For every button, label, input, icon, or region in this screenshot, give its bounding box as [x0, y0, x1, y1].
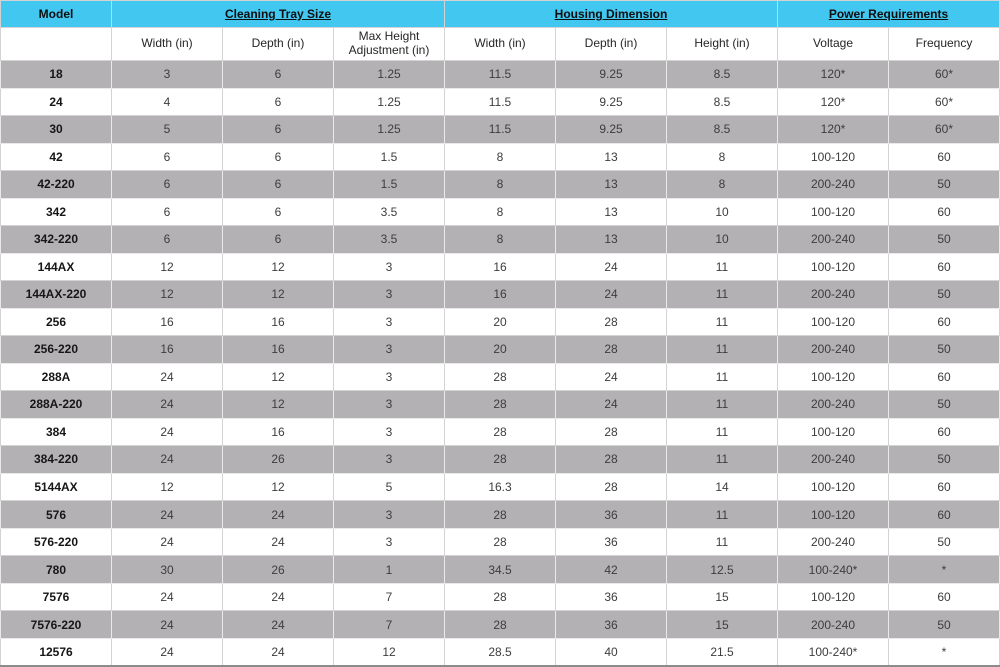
data-cell: 12.5	[667, 556, 778, 584]
data-cell: 100-120	[778, 143, 889, 171]
spec-table-body	[1, 61, 1000, 667]
data-cell: 15	[667, 611, 778, 639]
data-cell: 6	[223, 226, 334, 254]
data-cell: 16	[223, 418, 334, 446]
data-cell: 21.5	[667, 638, 778, 666]
data-cell: 40	[556, 638, 667, 666]
model-cell: 576-220	[1, 528, 112, 556]
data-cell: 13	[556, 198, 667, 226]
table-row	[1, 308, 1000, 336]
data-cell: 12	[223, 391, 334, 419]
data-cell: 60	[889, 583, 1000, 611]
data-cell: 24	[556, 281, 667, 309]
table-row	[1, 116, 1000, 144]
data-cell: 34.5	[445, 556, 556, 584]
model-cell: 256	[1, 308, 112, 336]
data-cell: 24	[556, 391, 667, 419]
data-cell: 3	[334, 253, 445, 281]
model-cell: 7576-220	[1, 611, 112, 639]
group-header-housing-dimension	[445, 1, 778, 28]
data-cell: *	[889, 556, 1000, 584]
data-cell: 11	[667, 528, 778, 556]
data-cell: 24	[223, 528, 334, 556]
group-header-power-requirements-label: Power Requirements	[828, 7, 949, 21]
data-cell: 1.5	[334, 171, 445, 199]
model-cell: 342-220	[1, 226, 112, 254]
data-cell: 3	[334, 391, 445, 419]
data-cell: 26	[223, 556, 334, 584]
table-row	[1, 61, 1000, 89]
data-cell: 6	[223, 143, 334, 171]
data-cell: 28	[445, 391, 556, 419]
data-cell: 24	[112, 611, 223, 639]
data-cell: 3.5	[334, 198, 445, 226]
data-cell: 1.25	[334, 116, 445, 144]
table-row	[1, 171, 1000, 199]
model-column-header: Model	[1, 1, 112, 28]
data-cell: 3.5	[334, 226, 445, 254]
data-cell: 9.25	[556, 61, 667, 89]
data-cell: 14	[667, 473, 778, 501]
model-cell: 30	[1, 116, 112, 144]
data-cell: *	[889, 638, 1000, 666]
data-cell: 120*	[778, 88, 889, 116]
data-cell: 15	[667, 583, 778, 611]
data-cell: 200-240	[778, 171, 889, 199]
data-cell: 12	[223, 473, 334, 501]
data-cell: 28	[445, 446, 556, 474]
subheader-housing-width: Width (in)	[445, 28, 556, 61]
data-cell: 28	[556, 336, 667, 364]
data-cell: 24	[556, 363, 667, 391]
data-cell: 60	[889, 418, 1000, 446]
empty-header-cell	[1, 28, 112, 61]
table-row	[1, 363, 1000, 391]
data-cell: 100-120	[778, 253, 889, 281]
data-cell: 100-240*	[778, 556, 889, 584]
table-row	[1, 556, 1000, 584]
data-cell: 120*	[778, 116, 889, 144]
data-cell: 100-120	[778, 308, 889, 336]
data-cell: 24	[112, 363, 223, 391]
data-cell: 24	[223, 501, 334, 529]
data-cell: 11.5	[445, 61, 556, 89]
data-cell: 13	[556, 226, 667, 254]
data-cell: 200-240	[778, 611, 889, 639]
group-header-cleaning-tray-size-label: Cleaning Tray Size	[224, 7, 332, 21]
group-header-cleaning-tray-size	[112, 1, 445, 28]
data-cell: 36	[556, 501, 667, 529]
table-row	[1, 88, 1000, 116]
data-cell: 6	[223, 116, 334, 144]
data-cell: 9.25	[556, 88, 667, 116]
data-cell: 60	[889, 253, 1000, 281]
data-cell: 6	[112, 226, 223, 254]
subheader-housing-height: Height (in)	[667, 28, 778, 61]
model-cell: 42-220	[1, 171, 112, 199]
data-cell: 28	[556, 308, 667, 336]
data-cell: 8	[445, 143, 556, 171]
data-cell: 28	[445, 583, 556, 611]
data-cell: 20	[445, 336, 556, 364]
data-cell: 13	[556, 143, 667, 171]
model-cell: 144AX-220	[1, 281, 112, 309]
data-cell: 100-120	[778, 583, 889, 611]
data-cell: 11	[667, 446, 778, 474]
data-cell: 28	[445, 418, 556, 446]
data-cell: 3	[334, 281, 445, 309]
data-cell: 28	[445, 611, 556, 639]
data-cell: 6	[112, 171, 223, 199]
data-cell: 50	[889, 171, 1000, 199]
sub-header-row	[1, 28, 1000, 61]
data-cell: 6	[223, 171, 334, 199]
model-cell: 18	[1, 61, 112, 89]
data-cell: 100-120	[778, 198, 889, 226]
data-cell: 100-240*	[778, 638, 889, 666]
data-cell: 60	[889, 363, 1000, 391]
data-cell: 12	[112, 281, 223, 309]
table-row	[1, 336, 1000, 364]
data-cell: 200-240	[778, 281, 889, 309]
model-cell: 256-220	[1, 336, 112, 364]
data-cell: 28	[445, 363, 556, 391]
table-row	[1, 528, 1000, 556]
data-cell: 24	[112, 391, 223, 419]
data-cell: 28	[556, 473, 667, 501]
model-cell: 144AX	[1, 253, 112, 281]
data-cell: 24	[223, 583, 334, 611]
data-cell: 1.25	[334, 61, 445, 89]
table-row	[1, 226, 1000, 254]
data-cell: 28.5	[445, 638, 556, 666]
data-cell: 6	[223, 61, 334, 89]
data-cell: 12	[223, 281, 334, 309]
data-cell: 100-120	[778, 501, 889, 529]
data-cell: 1.25	[334, 88, 445, 116]
data-cell: 5	[112, 116, 223, 144]
data-cell: 3	[334, 501, 445, 529]
model-cell: 288A-220	[1, 391, 112, 419]
data-cell: 200-240	[778, 336, 889, 364]
data-cell: 60	[889, 501, 1000, 529]
data-cell: 7	[334, 583, 445, 611]
data-cell: 8.5	[667, 88, 778, 116]
data-cell: 8	[445, 226, 556, 254]
data-cell: 11	[667, 281, 778, 309]
data-cell: 200-240	[778, 528, 889, 556]
data-cell: 60*	[889, 88, 1000, 116]
data-cell: 16	[445, 281, 556, 309]
table-row	[1, 446, 1000, 474]
data-cell: 24	[112, 446, 223, 474]
data-cell: 7	[334, 611, 445, 639]
data-cell: 36	[556, 611, 667, 639]
data-cell: 20	[445, 308, 556, 336]
data-cell: 50	[889, 226, 1000, 254]
data-cell: 50	[889, 281, 1000, 309]
data-cell: 3	[334, 528, 445, 556]
data-cell: 6	[223, 88, 334, 116]
data-cell: 8	[445, 198, 556, 226]
model-cell: 12576	[1, 638, 112, 666]
data-cell: 3	[334, 418, 445, 446]
model-cell: 42	[1, 143, 112, 171]
data-cell: 16	[112, 336, 223, 364]
model-cell: 780	[1, 556, 112, 584]
data-cell: 4	[112, 88, 223, 116]
data-cell: 26	[223, 446, 334, 474]
data-cell: 24	[112, 418, 223, 446]
subheader-max-height-adjustment: Max Height Adjustment (in)	[334, 28, 445, 61]
data-cell: 8	[667, 143, 778, 171]
data-cell: 28	[445, 501, 556, 529]
data-cell: 24	[112, 638, 223, 666]
data-cell: 3	[112, 61, 223, 89]
data-cell: 10	[667, 198, 778, 226]
data-cell: 8.5	[667, 116, 778, 144]
data-cell: 30	[112, 556, 223, 584]
data-cell: 12	[223, 363, 334, 391]
data-cell: 13	[556, 171, 667, 199]
data-cell: 200-240	[778, 226, 889, 254]
data-cell: 11	[667, 418, 778, 446]
table-row	[1, 253, 1000, 281]
data-cell: 6	[112, 143, 223, 171]
data-cell: 11	[667, 308, 778, 336]
data-cell: 100-120	[778, 363, 889, 391]
data-cell: 5	[334, 473, 445, 501]
subheader-frequency: Frequency	[889, 28, 1000, 61]
data-cell: 3	[334, 308, 445, 336]
data-cell: 60	[889, 473, 1000, 501]
data-cell: 36	[556, 583, 667, 611]
data-cell: 8.5	[667, 61, 778, 89]
data-cell: 50	[889, 528, 1000, 556]
group-header-housing-dimension-label: Housing Dimension	[554, 7, 668, 21]
data-cell: 8	[445, 171, 556, 199]
data-cell: 50	[889, 391, 1000, 419]
model-cell: 384-220	[1, 446, 112, 474]
data-cell: 12	[223, 253, 334, 281]
data-cell: 3	[334, 446, 445, 474]
data-cell: 1	[334, 556, 445, 584]
data-cell: 60	[889, 308, 1000, 336]
data-cell: 16	[223, 336, 334, 364]
data-cell: 36	[556, 528, 667, 556]
subheader-tray-width: Width (in)	[112, 28, 223, 61]
data-cell: 9.25	[556, 116, 667, 144]
data-cell: 200-240	[778, 446, 889, 474]
data-cell: 8	[667, 171, 778, 199]
table-row	[1, 281, 1000, 309]
data-cell: 24	[223, 638, 334, 666]
table-row	[1, 198, 1000, 226]
data-cell: 11	[667, 391, 778, 419]
data-cell: 60	[889, 198, 1000, 226]
model-cell: 342	[1, 198, 112, 226]
table-row	[1, 501, 1000, 529]
data-cell: 16	[112, 308, 223, 336]
data-cell: 3	[334, 336, 445, 364]
data-cell: 11.5	[445, 88, 556, 116]
data-cell: 24	[112, 501, 223, 529]
data-cell: 11	[667, 501, 778, 529]
table-row	[1, 473, 1000, 501]
subheader-voltage: Voltage	[778, 28, 889, 61]
model-cell: 24	[1, 88, 112, 116]
data-cell: 100-120	[778, 473, 889, 501]
data-cell: 120*	[778, 61, 889, 89]
table-row	[1, 583, 1000, 611]
table-row	[1, 143, 1000, 171]
data-cell: 200-240	[778, 391, 889, 419]
data-cell: 11.5	[445, 116, 556, 144]
data-cell: 24	[112, 528, 223, 556]
data-cell: 100-120	[778, 418, 889, 446]
table-row	[1, 611, 1000, 639]
data-cell: 6	[223, 198, 334, 226]
data-cell: 50	[889, 336, 1000, 364]
model-cell: 288A	[1, 363, 112, 391]
data-cell: 16	[223, 308, 334, 336]
data-cell: 60	[889, 143, 1000, 171]
model-cell: 576	[1, 501, 112, 529]
data-cell: 28	[445, 528, 556, 556]
table-row	[1, 391, 1000, 419]
data-cell: 11	[667, 363, 778, 391]
data-cell: 12	[112, 473, 223, 501]
data-cell: 24	[556, 253, 667, 281]
data-cell: 28	[556, 418, 667, 446]
data-cell: 6	[112, 198, 223, 226]
data-cell: 60*	[889, 61, 1000, 89]
data-cell: 60*	[889, 116, 1000, 144]
group-header-power-requirements	[778, 1, 1000, 28]
subheader-housing-depth: Depth (in)	[556, 28, 667, 61]
table-row	[1, 418, 1000, 446]
data-cell: 3	[334, 363, 445, 391]
data-cell: 16	[445, 253, 556, 281]
data-cell: 24	[112, 583, 223, 611]
data-cell: 1.5	[334, 143, 445, 171]
data-cell: 11	[667, 336, 778, 364]
data-cell: 50	[889, 446, 1000, 474]
data-cell: 12	[334, 638, 445, 666]
model-cell: 5144AX	[1, 473, 112, 501]
data-cell: 42	[556, 556, 667, 584]
data-cell: 16.3	[445, 473, 556, 501]
model-cell: 7576	[1, 583, 112, 611]
group-header-row	[1, 1, 1000, 28]
data-cell: 24	[223, 611, 334, 639]
data-cell: 10	[667, 226, 778, 254]
data-cell: 50	[889, 611, 1000, 639]
data-cell: 11	[667, 253, 778, 281]
data-cell: 28	[556, 446, 667, 474]
model-cell: 384	[1, 418, 112, 446]
subheader-tray-depth: Depth (in)	[223, 28, 334, 61]
data-cell: 12	[112, 253, 223, 281]
table-row	[1, 638, 1000, 666]
